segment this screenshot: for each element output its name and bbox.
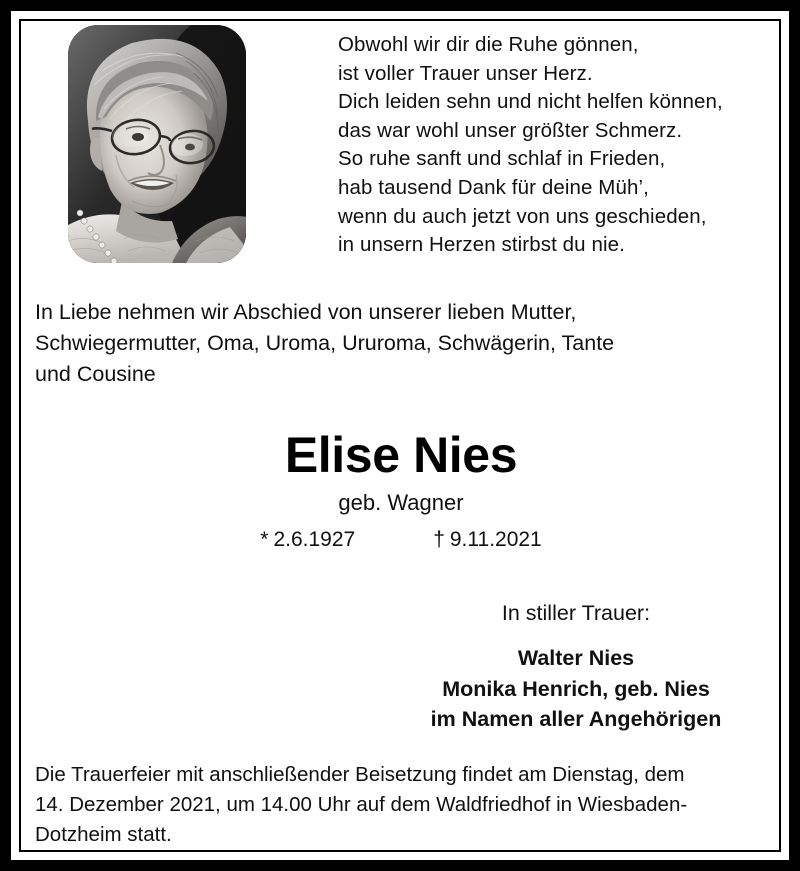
birth-date: 2.6.1927: [273, 528, 356, 551]
poem-line: Obwohl wir dir die Ruhe gönnen,: [338, 33, 639, 56]
farewell-line: In Liebe nehmen wir Abschied von unserer lieben Mutter,: [35, 300, 577, 324]
poem-line: Dich leiden sehn und nicht helfen können,: [338, 90, 723, 114]
poem-line: ist voller Trauer unser Herz.: [338, 61, 593, 85]
maiden-name: geb. Wagner: [338, 490, 464, 515]
death-date: 9.11.2021: [449, 528, 542, 551]
farewell-line: Schwiegermutter, Oma, Uroma, Ururoma, Schwägerin, Tante: [35, 331, 615, 355]
notice-sheet: [21, 21, 779, 850]
details-line: Dotzheim statt.: [35, 823, 172, 846]
portrait-photo: [68, 25, 246, 263]
birth-star-icon: *: [260, 528, 269, 551]
mourners-block: [351, 599, 779, 735]
life-dates: [21, 527, 779, 553]
mourner-name: im Namen aller Angehörigen: [430, 707, 722, 731]
poem-line: wenn du auch jetzt von uns geschieden,: [338, 204, 707, 228]
mourners-heading: In stiller Trauer:: [501, 601, 651, 625]
deceased-name-block: [21, 426, 779, 553]
farewell-paragraph: [35, 297, 751, 390]
poem-line: hab tausend Dank für deine Müh’,: [338, 175, 649, 199]
poem-line: in unsern Herzen stirbst du nie.: [338, 233, 625, 257]
birth-date-group: [260, 528, 355, 551]
memorial-poem: [338, 31, 778, 260]
details-line: 14. Dezember 2021, um 14.00 Uhr auf dem Waldfriedhof in Wiesbaden-: [35, 793, 688, 816]
funeral-details: [35, 760, 765, 850]
mourner-name: Monika Henrich, geb. Nies: [442, 676, 710, 701]
poem-line: das war wohl unser größter Schmerz.: [338, 118, 683, 142]
farewell-line: und Cousine: [35, 362, 156, 386]
deceased-name: Elise Nies: [284, 427, 518, 483]
poem-line: So ruhe sanft und schlaf in Frieden,: [338, 147, 666, 171]
death-date-group: [433, 528, 542, 551]
details-line: Die Trauerfeier mit anschließender Beisetzung findet am Dienstag, dem: [35, 763, 685, 786]
portrait-image: [68, 25, 246, 263]
mourners-list: [351, 643, 779, 735]
cross-icon: †: [433, 528, 445, 551]
mourner-name: Walter Nies: [517, 646, 635, 670]
